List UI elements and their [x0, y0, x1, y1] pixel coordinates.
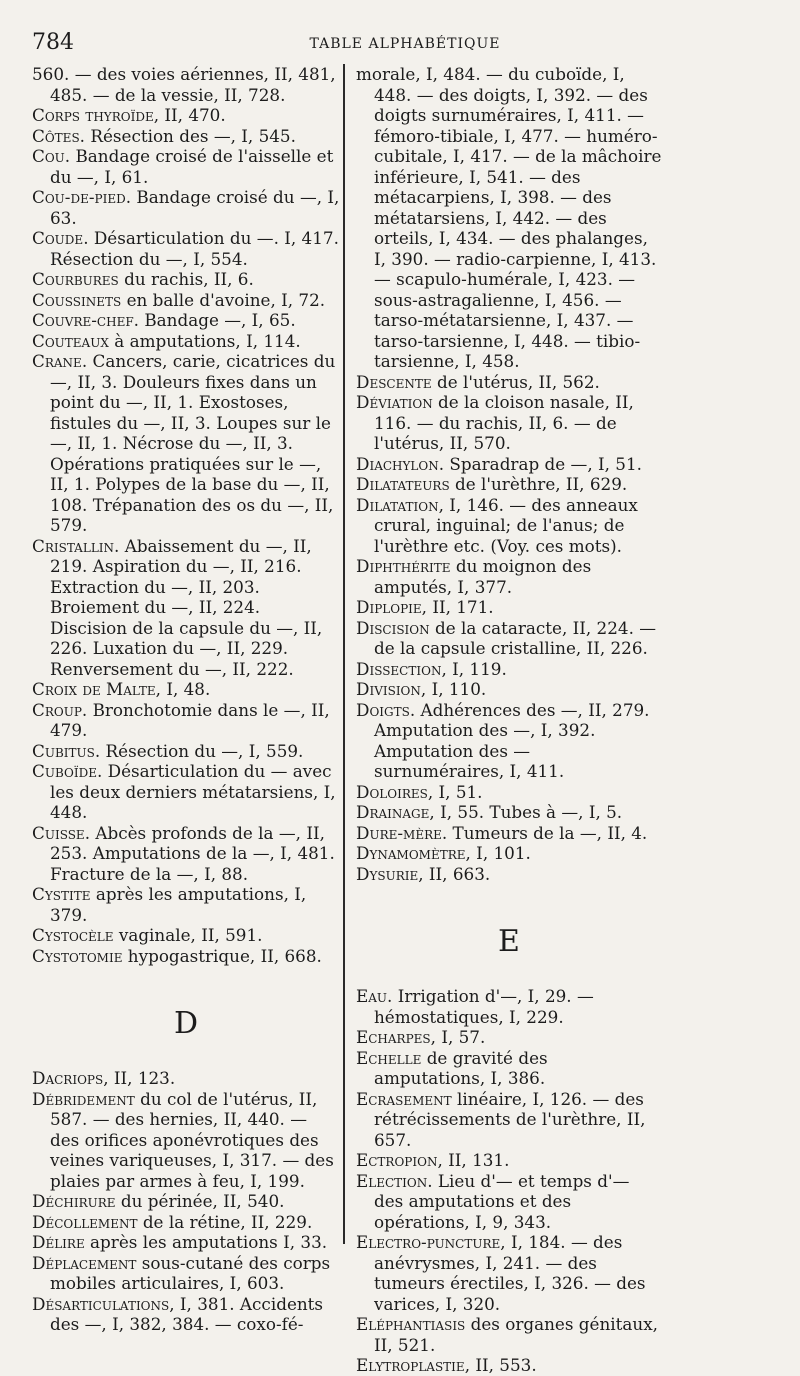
index-entry [356, 556, 662, 597]
index-entry [356, 864, 662, 885]
index-entry [356, 392, 662, 454]
entries-d-right [356, 64, 662, 884]
index-entry [32, 310, 340, 331]
entry-text: . Bandage croisé de l'aisselle et du —, I, 61. [50, 146, 334, 187]
entry-text: à amputations, I, 114. [108, 330, 301, 351]
entry-headword: Ectropion [356, 1150, 438, 1170]
entry-headword: Déviation [356, 392, 433, 412]
entry-headword: Cuboïde [32, 761, 97, 781]
running-title: TABLE ALPHABÉTIQUE [309, 36, 501, 52]
entry-headword: Eau [356, 986, 388, 1006]
entry-headword: Cou [32, 146, 65, 166]
index-entry [32, 925, 340, 946]
index-entry [32, 187, 340, 228]
index-entry [356, 1027, 662, 1048]
entry-text: de l'utérus, II, 562. [431, 371, 600, 392]
entry-headword: Croix de Malte [32, 679, 156, 699]
entry-text: du périnée, II, 540. [115, 1191, 285, 1211]
index-entry [356, 597, 662, 618]
entry-headword: Elytroplastie [356, 1355, 465, 1375]
entry-text: , II, 123. [103, 1068, 176, 1088]
entry-text: , II, 663. [418, 863, 491, 884]
index-entry [32, 290, 340, 311]
entry-text: . Tumeurs de la —, II, 4. [441, 822, 648, 843]
entry-text: sous-cutané des corps mobiles articulaires, I, 603. [50, 1252, 331, 1293]
entry-text: en balle d'avoine, I, 72. [121, 289, 326, 310]
left-column [32, 64, 340, 1335]
entry-text: , I, 48. [155, 679, 211, 699]
entry-headword: Cystocèle [32, 925, 114, 945]
index-entry [356, 64, 662, 372]
entry-headword: Ecrasement [356, 1088, 452, 1109]
entry-headword: Echelle [356, 1047, 422, 1068]
entry-text: . Bandage croisé du —, I, 63. [50, 187, 340, 228]
entry-text: , II, 171. [421, 597, 494, 617]
entry-headword: Cristallin [32, 535, 115, 556]
entry-headword: Cou-de-pied [32, 187, 126, 207]
entry-text: morale, I, 484. — du cuboïde, I, 448. — des doigts, I, 392. — des doigts surnuméraires, I, 411. — fémoro-tibiale, I, 477. — huméro-cubitale, I, 417. — de la mâchoire inférieure, I, 541. — des métacarpiens, I, 398. — des métatarsiens, I, 442. — des orteils, I, 434. — des phalanges, I, 390. — radio-carpienne, I, 413. — scapulo-humérale, I, 423. — sous-astragalienne, I, 456. — tarso-métatarsienne, I, 437. — tarso-tarsienne, I, 448. — tibio-tarsienne, I, 458. [356, 64, 662, 371]
entry-text: de la cloison nasale, II, 116. — du rachis, II, 6. — de l'utérus, II, 570. [374, 392, 634, 453]
entry-headword: Couteaux [32, 330, 109, 351]
index-entry [356, 843, 662, 864]
entry-text: . Désarticulation du — avec les deux derniers métatarsiens, I, 448. [50, 761, 336, 822]
entries-e [356, 986, 662, 1376]
entry-headword: Décollement [32, 1211, 138, 1232]
index-entry [356, 618, 662, 659]
entry-text: du moignon des amputés, I, 377. [374, 556, 592, 597]
index-entry [32, 228, 340, 269]
index-entry [356, 700, 662, 782]
index-entry [32, 946, 340, 967]
index-entry [356, 986, 662, 1027]
page-header [28, 24, 782, 58]
section-letter-e: E [498, 924, 520, 959]
index-entry [32, 1253, 340, 1294]
entry-text: après les amputations I, 33. [84, 1232, 328, 1252]
entries-d-left [32, 1068, 340, 1335]
entry-text: . Abaissement du —, II, 219. Aspiration du —, II, 216. Extraction du —, II, 203. Broiement du —, II, 224. Discision de la capsule du —, II, 226. Luxation du —, II, 229. Renversement du —, II, 222. [50, 535, 323, 679]
entry-text: , I, 110. [420, 679, 487, 699]
entry-text: du rachis, II, 6. [118, 269, 254, 289]
entry-text: après les amputations, I, 379. [50, 884, 307, 925]
index-entry [32, 1068, 340, 1089]
entry-text: . Désarticulation du —. I, 417. Résection du —, I, 554. [50, 228, 339, 269]
index-entry [32, 146, 340, 187]
entry-text: de l'urèthre, II, 629. [449, 474, 628, 494]
index-entry [356, 823, 662, 844]
entry-headword: Dissection [356, 658, 442, 679]
section-letter-d: D [173, 1006, 199, 1041]
entry-headword: Crane [32, 351, 82, 371]
entry-headword: Couvre-chef [32, 310, 134, 330]
index-entry [32, 761, 340, 823]
entry-text: 560. — des voies aériennes, II, 481, 485. — de la vessie, II, 728. [32, 64, 336, 105]
entry-text: hypogastrique, II, 668. [122, 945, 322, 966]
entry-text: . Abcès profonds de la —, II, 253. Amputations de la —, I, 481. Fracture de la —, I, 88. [50, 822, 335, 884]
entry-headword: Electro-puncture [356, 1232, 501, 1252]
entry-text: . Sparadrap de —, I, 51. [438, 453, 642, 474]
entry-text: linéaire, I, 126. — des rétrécissements de l'urèthre, II, 657. [374, 1088, 646, 1150]
entry-text: . Lieu d'— et temps d'— des amputations et des opérations, I, 9, 343. [374, 1170, 630, 1232]
entry-headword: Déplacement [32, 1252, 137, 1273]
entry-headword: Election [356, 1170, 428, 1191]
entry-text: du col de l'utérus, II, 587. — des hernies, II, 440. — des orifices aponévrotiques des veines variqueuses, I, 317. — des plaies par armes à feu, I, 199. [50, 1088, 334, 1191]
index-entry [32, 64, 340, 105]
index-entry [356, 802, 662, 823]
entry-text: , I, 51. [427, 781, 483, 802]
index-entry [356, 474, 662, 495]
index-entry [356, 1232, 662, 1314]
entry-headword: Dure-mère [356, 822, 442, 843]
index-entry [356, 1314, 662, 1355]
index-entry [32, 823, 340, 885]
entry-text: de la rétine, II, 229. [137, 1211, 313, 1232]
index-entry [32, 351, 340, 536]
entry-headword: Courbures [32, 269, 119, 289]
entry-headword: Descente [356, 371, 432, 392]
index-entry [32, 1232, 340, 1253]
entry-headword: Désarticulations [32, 1293, 170, 1314]
index-entry [32, 536, 340, 680]
entry-headword: Cystotomie [32, 945, 123, 966]
entry-text: . Cancers, carie, cicatrices du —, II, 3. Douleurs fixes dans un point du —, II, 1. Exostoses, fistules du —, II, 3. Loupes sur le —, II, 1. Nécrose du —, II, 3. Opérations pratiquées sur le —, II, 1. Polypes de la base du —, II, 108. Trépanation des os du —, II, 579. [50, 351, 336, 535]
index-entry [32, 884, 340, 925]
entry-text: , I, 55. Tubes à —, I, 5. [429, 802, 623, 822]
index-entry [32, 1089, 340, 1192]
right-column [356, 64, 662, 1376]
entry-headword: Coussinets [32, 289, 122, 310]
entry-headword: Déchirure [32, 1191, 116, 1211]
entry-text: de la cataracte, II, 224. — de la capsule cristalline, II, 226. [374, 617, 657, 658]
index-entry [32, 1191, 340, 1212]
entry-headword: Dilatateurs [356, 474, 450, 494]
entry-headword: Dynamomètre [356, 843, 466, 863]
entry-headword: Diplopie [356, 597, 422, 617]
index-entry [32, 105, 340, 126]
entry-headword: Eléphantiasis [356, 1314, 466, 1334]
index-entry [356, 1089, 662, 1151]
entry-text: de gravité des amputations, I, 386. [374, 1047, 548, 1088]
entry-text: . Bronchotomie dans le —, II, 479. [50, 699, 330, 740]
entry-text: , I, 119. [441, 658, 507, 679]
entry-headword: Délire [32, 1232, 85, 1252]
index-entry [356, 782, 662, 803]
entry-headword: Echarpes [356, 1027, 431, 1047]
index-entry [356, 1355, 662, 1376]
entry-headword: Dysurie [356, 863, 419, 884]
column-divider [343, 64, 345, 1244]
entry-text: , I, 381. Accidents des —, I, 382, 384. — coxo-fé- [50, 1293, 324, 1334]
index-entry [356, 1150, 662, 1171]
entry-headword: Doloires [356, 781, 428, 802]
index-entry [32, 126, 340, 147]
entry-headword: Doigts [356, 699, 410, 720]
entry-text: , I, 101. [465, 843, 531, 863]
entry-text: des organes génitaux, II, 521. [374, 1314, 658, 1355]
entry-headword: Débridement [32, 1088, 135, 1109]
index-entry [32, 741, 340, 762]
entry-text: , I, 184. — des anévrysmes, I, 241. — des tumeurs érectiles, I, 326. — des varices, I, 320. [374, 1232, 646, 1314]
entries-c [32, 64, 340, 966]
entry-text: , II, 470. [153, 105, 226, 125]
entry-text: . Adhérences des —, II, 279. Amputation des —, I, 392. Amputation des — surnuméraires, I, 411. [374, 699, 650, 781]
entry-headword: Corps thyroïde [32, 105, 154, 125]
index-entry [32, 700, 340, 741]
entry-headword: Cubitus [32, 740, 95, 761]
index-entry [356, 659, 662, 680]
entry-text: , II, 131. [437, 1150, 510, 1170]
entry-headword: Croup [32, 699, 82, 720]
entry-headword: Drainage [356, 802, 430, 822]
entry-text: , I, 146. — des anneaux crural, inguinal; de l'anus; de l'urèthre etc. (Voy. ces mots). [374, 494, 638, 556]
index-entry [356, 454, 662, 475]
index-entry [32, 269, 340, 290]
entry-headword: Division [356, 679, 421, 699]
entry-headword: Coude [32, 228, 84, 248]
index-entry [32, 1294, 340, 1335]
entry-text: , I, 57. [430, 1027, 486, 1047]
page-number: 784 [32, 30, 74, 55]
entry-text: . Résection du —, I, 559. [94, 740, 304, 761]
entry-text: , II, 553. [464, 1355, 537, 1375]
entry-headword: Dilatation [356, 494, 439, 515]
index-entry [32, 679, 340, 700]
index-entry [356, 679, 662, 700]
entry-headword: Diphthérite [356, 556, 451, 576]
index-entry [356, 495, 662, 557]
entry-headword: Cystite [32, 884, 91, 904]
index-entry [356, 1171, 662, 1233]
entry-text: . Résection des —, I, 545. [79, 125, 296, 146]
entry-headword: Cuisse [32, 822, 85, 843]
index-entry [32, 1212, 340, 1233]
entry-text: vaginale, II, 591. [113, 925, 263, 945]
entry-text: . Bandage —, I, 65. [133, 310, 296, 330]
entry-text: . Irrigation d'—, I, 29. — hémostatiques, I, 229. [374, 986, 594, 1027]
index-entry [356, 372, 662, 393]
index-entry [356, 1048, 662, 1089]
entry-headword: Diachylon [356, 453, 439, 474]
entry-headword: Dacriops [32, 1068, 104, 1088]
entry-headword: Côtes [32, 125, 80, 146]
index-entry [32, 331, 340, 352]
entry-headword: Discision [356, 617, 430, 638]
